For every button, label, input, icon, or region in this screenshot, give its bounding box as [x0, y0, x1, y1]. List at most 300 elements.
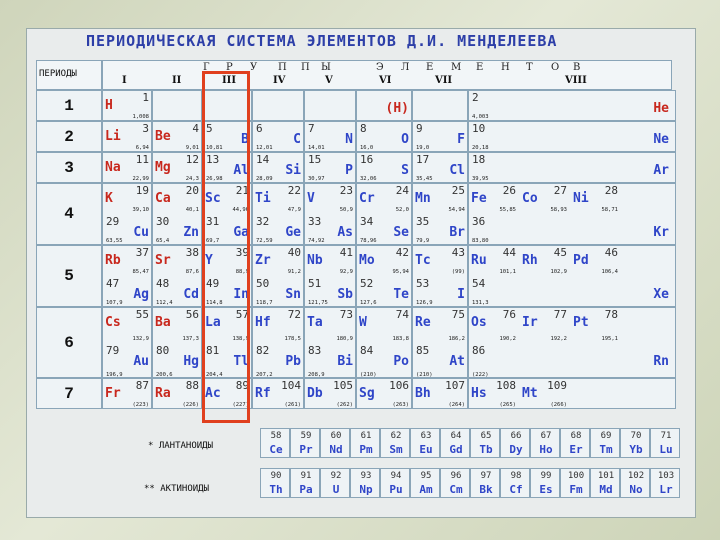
atomic-mass: 58,93: [550, 207, 567, 213]
atomic-mass: (222): [472, 372, 489, 378]
lanthanoid-tm[interactable]: [590, 428, 620, 458]
element-ra[interactable]: [152, 378, 202, 409]
period-label: 6: [36, 307, 102, 378]
element-ti[interactable]: [252, 183, 304, 214]
atomic-mass: (210): [360, 372, 377, 378]
element-sn[interactable]: [252, 276, 304, 307]
atomic-mass: 112,4: [156, 300, 173, 306]
atomic-number: 109: [547, 379, 567, 392]
element-symbol: Ga: [233, 225, 249, 240]
group-header-letter: П: [278, 62, 287, 73]
element-o[interactable]: [356, 121, 412, 152]
element-symbol: P: [345, 163, 353, 178]
element-symbol: (H): [385, 101, 409, 116]
atomic-mass: 138,9: [232, 336, 249, 342]
element-symbol: Tc: [415, 253, 431, 268]
atomic-mass: 24,3: [185, 176, 199, 182]
element-symbol: Cf: [509, 483, 523, 496]
actinoid-pa[interactable]: [290, 468, 320, 498]
atomic-mass: 85,47: [132, 269, 149, 275]
element-symbol: Po: [393, 354, 409, 369]
atomic-number: 59: [300, 431, 312, 441]
atomic-mass: (99): [451, 269, 465, 275]
element-symbol: H: [105, 98, 113, 113]
element-symbol: Hs: [471, 386, 487, 401]
element-symbol: Fr: [105, 386, 121, 401]
element-symbol: Sn: [285, 287, 301, 302]
atomic-number: 104: [281, 379, 301, 392]
element-bi[interactable]: [304, 343, 356, 379]
actinoid-md[interactable]: [590, 468, 620, 498]
element-hg[interactable]: [152, 343, 202, 379]
atomic-mass: 16,0: [360, 145, 374, 151]
actinoid-pu[interactable]: [380, 468, 410, 498]
element-symbol: Pa: [299, 483, 313, 496]
element-sg[interactable]: [356, 378, 412, 409]
element-li[interactable]: [102, 121, 152, 152]
element-symbol: Cl: [449, 163, 465, 178]
element-sb[interactable]: [304, 276, 356, 307]
atomic-mass: 52,0: [395, 207, 409, 213]
group-numeral: I: [122, 75, 127, 86]
element-si[interactable]: [252, 152, 304, 183]
element-w[interactable]: [356, 307, 412, 343]
element-rf[interactable]: [252, 378, 304, 409]
group-numeral: VIII: [565, 75, 587, 86]
atomic-number: 107: [445, 379, 465, 392]
atomic-number: 10: [472, 122, 486, 135]
atomic-mass: (223): [132, 402, 149, 408]
atomic-number: 81: [206, 344, 220, 357]
atomic-mass: 44,96: [232, 207, 249, 213]
element-symbol: Cr: [359, 191, 375, 206]
atomic-number: 50: [256, 277, 270, 290]
actinoid-fm[interactable]: [560, 468, 590, 498]
atomic-number: 72: [287, 308, 301, 321]
lanthanoid-pr[interactable]: [290, 428, 320, 458]
atomic-number: 36: [472, 215, 486, 228]
element-symbol: Y: [205, 253, 213, 268]
element-te[interactable]: [356, 276, 412, 307]
element-symbol: Tb: [479, 443, 493, 456]
lanthanoid-eu[interactable]: [410, 428, 440, 458]
element-po[interactable]: [356, 343, 412, 379]
element-symbol: Np: [359, 483, 373, 496]
atomic-number: 67: [540, 431, 552, 441]
element-symbol: Rb: [105, 253, 121, 268]
atomic-number: 46: [604, 246, 618, 259]
lanthanoid-nd[interactable]: [320, 428, 350, 458]
group-numeral: V: [325, 75, 333, 86]
element-re[interactable]: [412, 307, 468, 343]
element-ca[interactable]: [152, 183, 202, 214]
element-symbol: Re: [415, 315, 431, 330]
element-rn[interactable]: [468, 343, 672, 379]
element-mn[interactable]: [412, 183, 468, 214]
atomic-mass: (266): [550, 402, 567, 408]
atomic-number: 13: [206, 153, 220, 166]
element-i[interactable]: [412, 276, 468, 307]
periods-header: ПЕРИОДЫ: [36, 60, 102, 90]
element-symbol: Hg: [183, 354, 199, 369]
element-symbol: Ge: [285, 225, 301, 240]
element-symbol: Fe: [471, 191, 487, 206]
element-symbol: Li: [105, 129, 121, 144]
element-sr[interactable]: [152, 245, 202, 276]
element-symbol: Sm: [389, 443, 403, 456]
atomic-mass: 192,2: [550, 336, 567, 342]
element-symbol: Pu: [389, 483, 403, 496]
atomic-number: 84: [360, 344, 374, 357]
element-he[interactable]: [468, 90, 672, 121]
element-ne[interactable]: [468, 121, 672, 152]
atomic-number: 87: [135, 379, 149, 392]
atomic-number: 14: [256, 153, 270, 166]
atomic-number: 73: [339, 308, 353, 321]
atomic-mass: 39,10: [132, 207, 149, 213]
atomic-number: 85: [416, 344, 430, 357]
actinoid-bk[interactable]: [470, 468, 500, 498]
period-label: 5: [36, 245, 102, 307]
element-symbol: Au: [133, 354, 149, 369]
atomic-number: 16: [360, 153, 374, 166]
element-fr[interactable]: [102, 378, 152, 409]
atomic-number: 105: [333, 379, 353, 392]
element-ir[interactable]: [519, 307, 570, 343]
table-cell: [252, 90, 304, 121]
element-cl[interactable]: [412, 152, 468, 183]
atomic-number: 12: [185, 153, 199, 166]
element-na[interactable]: [102, 152, 152, 183]
atomic-number: 56: [185, 308, 199, 321]
element-symbol: Db: [307, 386, 323, 401]
lanthanoid-yb[interactable]: [620, 428, 650, 458]
element-symbol: S: [401, 163, 409, 178]
atomic-mass: 126,9: [416, 300, 433, 306]
element-bh[interactable]: [412, 378, 468, 409]
atomic-number: 4: [192, 122, 199, 135]
element-symbol: Ce: [269, 443, 283, 456]
atomic-number: 20: [185, 184, 199, 197]
atomic-number: 25: [451, 184, 465, 197]
element-zr[interactable]: [252, 245, 304, 276]
atomic-mass: 20,18: [472, 145, 489, 151]
element-se[interactable]: [356, 214, 412, 245]
element-cu[interactable]: [102, 214, 152, 245]
group-numeral: IV: [273, 75, 286, 86]
element-s[interactable]: [356, 152, 412, 183]
atomic-number: 79: [106, 344, 120, 357]
element-symbol: Es: [539, 483, 553, 496]
actinoid-am[interactable]: [410, 468, 440, 498]
element-symbol: V: [307, 191, 315, 206]
atomic-mass: 30,97: [308, 176, 325, 182]
atomic-mass: (263): [392, 402, 409, 408]
element-hs[interactable]: [468, 378, 519, 409]
actinoid-cm[interactable]: [440, 468, 470, 498]
element-symbol: He: [653, 101, 669, 116]
atomic-mass: 200,6: [156, 372, 173, 378]
atomic-number: 54: [472, 277, 486, 290]
group-header-letter: Г: [203, 62, 210, 73]
lanthanoid-dy[interactable]: [500, 428, 530, 458]
group-header-letter: Е: [476, 62, 484, 73]
table-cell: [304, 90, 356, 121]
group-header-letter: Р: [226, 62, 233, 73]
element-symbol: N: [345, 132, 353, 147]
atomic-mass: 107,9: [106, 300, 123, 306]
atomic-mass: 32,06: [360, 176, 377, 182]
atomic-number: 58: [270, 431, 282, 441]
lanthanoid-ce[interactable]: [260, 428, 290, 458]
atomic-mass: 101,1: [499, 269, 516, 275]
atomic-number: 8: [360, 122, 367, 135]
element-pt[interactable]: [570, 307, 621, 343]
period-label: 3: [36, 152, 102, 183]
element-ge[interactable]: [252, 214, 304, 245]
element-n[interactable]: [304, 121, 356, 152]
element-db[interactable]: [304, 378, 356, 409]
element-symbol: Be: [155, 129, 171, 144]
atomic-mass: 28,09: [256, 176, 273, 182]
element-cd[interactable]: [152, 276, 202, 307]
atomic-number: 48: [156, 277, 170, 290]
element-symbol: Sg: [359, 386, 375, 401]
atomic-number: 99: [540, 471, 552, 481]
atomic-number: 42: [395, 246, 409, 259]
element-symbol: Ca: [155, 191, 171, 206]
atomic-mass: 88,9: [235, 269, 249, 275]
element-xe[interactable]: [468, 276, 672, 307]
element-br[interactable]: [412, 214, 468, 245]
actinoids-label: ** АКТИНОИДЫ: [144, 484, 210, 494]
element-ba[interactable]: [152, 307, 202, 343]
atomic-mass: (262): [336, 402, 353, 408]
atomic-number: 62: [390, 431, 402, 441]
element-symbol: Cd: [183, 287, 199, 302]
element-symbol: Pt: [573, 315, 589, 330]
atomic-mass: 54,94: [448, 207, 465, 213]
element-symbol: Ni: [573, 191, 589, 206]
lanthanoid-ho[interactable]: [530, 428, 560, 458]
element-symbol: Pm: [359, 443, 373, 456]
element-v[interactable]: [304, 183, 356, 214]
element-nb[interactable]: [304, 245, 356, 276]
element-k[interactable]: [102, 183, 152, 214]
atomic-mass: 137,3: [182, 336, 199, 342]
lanthanoid-gd[interactable]: [440, 428, 470, 458]
element-ag[interactable]: [102, 276, 152, 307]
atomic-number: 11: [135, 153, 149, 166]
atomic-number: 35: [416, 215, 430, 228]
element-symbol: Kr: [653, 225, 669, 240]
atomic-mass: 186,2: [448, 336, 465, 342]
element-symbol: Cm: [449, 483, 463, 496]
element-symbol: K: [105, 191, 113, 206]
group-header-letter: В: [573, 62, 581, 73]
element-symbol: Ti: [255, 191, 271, 206]
atomic-mass: 180,9: [336, 336, 353, 342]
actinoid-es[interactable]: [530, 468, 560, 498]
element-os[interactable]: [468, 307, 519, 343]
element-mo[interactable]: [356, 245, 412, 276]
atomic-mass: 121,75: [308, 300, 328, 306]
atomic-number: 9: [416, 122, 423, 135]
atomic-number: 23: [339, 184, 353, 197]
element-p[interactable]: [304, 152, 356, 183]
atomic-mass: (265): [499, 402, 516, 408]
element-symbol: As: [337, 225, 353, 240]
element-symbol: Th: [269, 483, 283, 496]
atomic-mass: 114,8: [206, 300, 223, 306]
element-c[interactable]: [252, 121, 304, 152]
element-ta[interactable]: [304, 307, 356, 343]
element-symbol: Ir: [522, 315, 538, 330]
atomic-mass: 69,7: [206, 238, 220, 244]
lanthanoids-label: * ЛАНТАНОИДЫ: [148, 441, 214, 451]
element-h[interactable]: [102, 90, 152, 121]
group-iii-highlight: [202, 71, 250, 423]
page-title: ПЕРИОДИЧЕСКАЯ СИСТЕМА ЭЛЕМЕНТОВ Д.И. МЕНДЕЛЕЕВА: [86, 32, 558, 50]
atomic-number: 71: [660, 431, 672, 441]
atomic-number: 57: [235, 308, 249, 321]
atomic-number: 32: [256, 215, 270, 228]
element-symbol: Lr: [659, 483, 673, 496]
element-symbol: Te: [393, 287, 409, 302]
lanthanoid-er[interactable]: [560, 428, 590, 458]
element-symbol: Ra: [155, 386, 171, 401]
element-cs[interactable]: [102, 307, 152, 343]
atomic-number: 74: [395, 308, 409, 321]
atomic-number: 6: [256, 122, 263, 135]
atomic-mass: 127,6: [360, 300, 377, 306]
atomic-mass: 106,4: [601, 269, 618, 275]
atomic-number: 49: [206, 277, 220, 290]
group-header-letter: У: [250, 62, 258, 73]
element-symbol: Eu: [419, 443, 433, 456]
lanthanoid-pm[interactable]: [350, 428, 380, 458]
element-rb[interactable]: [102, 245, 152, 276]
element-co[interactable]: [519, 183, 570, 214]
atomic-number: 53: [416, 277, 430, 290]
actinoid-u[interactable]: [320, 468, 350, 498]
element-mt[interactable]: [519, 378, 570, 409]
actinoid-th[interactable]: [260, 468, 290, 498]
element-zn[interactable]: [152, 214, 202, 245]
element-fe[interactable]: [468, 183, 519, 214]
atomic-mass: 132,9: [132, 336, 149, 342]
atomic-mass: 26,98: [206, 176, 223, 182]
element-kr[interactable]: [468, 214, 672, 245]
atomic-number: 26: [502, 184, 516, 197]
group-header-letter: Ы: [321, 62, 331, 73]
group-numeral: II: [172, 75, 182, 86]
element-symbol: At: [449, 354, 465, 369]
element-symbol: In: [233, 287, 249, 302]
element-symbol: Xe: [653, 287, 669, 302]
element-ar[interactable]: [468, 152, 672, 183]
atomic-number: 64: [450, 431, 462, 441]
atomic-number: 83: [308, 344, 322, 357]
atomic-number: 1: [142, 91, 149, 104]
lanthanoid-sm[interactable]: [380, 428, 410, 458]
atomic-number: 69: [600, 431, 612, 441]
atomic-number: 21: [235, 184, 249, 197]
atomic-mass: 207,2: [256, 372, 273, 378]
atomic-mass: 4,003: [472, 114, 489, 120]
element-au[interactable]: [102, 343, 152, 379]
element-f[interactable]: [412, 121, 468, 152]
element-hf[interactable]: [252, 307, 304, 343]
element-symbol: Ac: [205, 386, 221, 401]
element-pd[interactable]: [570, 245, 621, 276]
element-symbol: Pr: [299, 443, 313, 456]
atomic-number: 39: [235, 246, 249, 259]
actinoid-no[interactable]: [620, 468, 650, 498]
group-header-letter: Т: [526, 62, 533, 73]
atomic-number: 66: [510, 431, 522, 441]
period-label: 4: [36, 183, 102, 245]
element-symbol: Hf: [255, 315, 271, 330]
group-header-letter: Л: [401, 62, 410, 73]
lanthanoid-tb[interactable]: [470, 428, 500, 458]
element-symbol: Bh: [415, 386, 431, 401]
element-pb[interactable]: [252, 343, 304, 379]
actinoid-np[interactable]: [350, 468, 380, 498]
element-mg[interactable]: [152, 152, 202, 183]
atomic-mass: 92,9: [339, 269, 353, 275]
element-symbol: Se: [393, 225, 409, 240]
atomic-mass: 208,9: [308, 372, 325, 378]
atomic-mass: 58,71: [601, 207, 618, 213]
element-tc[interactable]: [412, 245, 468, 276]
atomic-mass: 196,9: [106, 372, 123, 378]
group-header-letter: Н: [501, 62, 510, 73]
element-ru[interactable]: [468, 245, 519, 276]
atomic-mass: 1,008: [132, 114, 149, 120]
element-symbol: Ag: [133, 287, 149, 302]
atomic-number: 19: [135, 184, 149, 197]
element-cr[interactable]: [356, 183, 412, 214]
element-symbol: Yb: [629, 443, 643, 456]
atomic-number: 78: [604, 308, 618, 321]
period-label: 1: [36, 90, 102, 121]
element-at[interactable]: [412, 343, 468, 379]
element-h[interactable]: [356, 90, 412, 121]
atomic-mass: 10,81: [206, 145, 223, 151]
element-rh[interactable]: [519, 245, 570, 276]
actinoid-lr[interactable]: [650, 468, 680, 498]
element-symbol: Rn: [653, 354, 669, 369]
atomic-mass: 195,1: [601, 336, 618, 342]
atomic-number: 47: [106, 277, 120, 290]
atomic-number: 31: [206, 215, 220, 228]
atomic-number: 102: [627, 471, 645, 481]
actinoid-cf[interactable]: [500, 468, 530, 498]
element-ni[interactable]: [570, 183, 621, 214]
lanthanoid-lu[interactable]: [650, 428, 680, 458]
group-numeral: III: [222, 75, 237, 86]
element-symbol: Er: [569, 443, 583, 456]
element-symbol: I: [457, 287, 465, 302]
element-be[interactable]: [152, 121, 202, 152]
groups-header: [102, 60, 672, 90]
atomic-mass: 6,94: [135, 145, 149, 151]
element-symbol: Dy: [509, 443, 523, 456]
atomic-mass: 87,6: [185, 269, 199, 275]
element-as[interactable]: [304, 214, 356, 245]
element-symbol: Mt: [522, 386, 538, 401]
